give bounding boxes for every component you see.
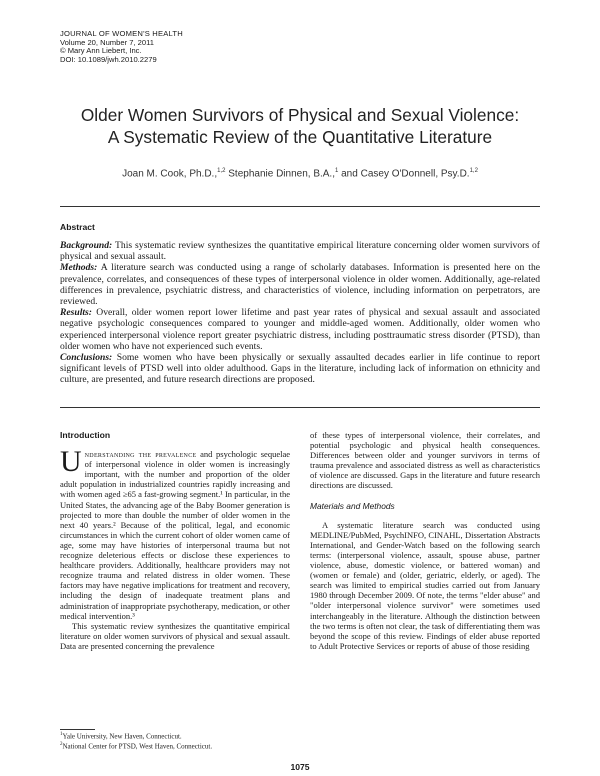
journal-volume: Volume 20, Number 7, 2011 bbox=[60, 37, 154, 47]
abstract-results: Results: Overall, older women report lower lifetime and past year rates of physical and sexual assault and associated negative psychologic consequences compared to younger and middle-aged women. Additionally, older women who experienced interpersonal violence report greater psychiatric distress, including posttraumatic stress disorder (PTSD), than older women who have not experienced such events. bbox=[60, 307, 540, 352]
introduction-heading: Introduction bbox=[60, 430, 111, 440]
footnote: $^1$Yale University, New Haven, Connecticut. bbox=[60, 732, 182, 741]
journal-copyright: © Mary Ann Liebert, Inc. bbox=[60, 46, 142, 56]
intro-paragraph-2: This systematic review synthesizes the quantitative empirical literature on older women survivors of physical and sexual assault. Data are presented concerning the prevalence bbox=[60, 620, 290, 651]
abstract-heading: Abstract bbox=[60, 222, 95, 232]
journal-name: JOURNAL OF WOMEN'S HEALTH bbox=[60, 29, 183, 38]
author-affiliation: 1,2 bbox=[469, 168, 478, 174]
journal-doi: DOI: 10.1089/jwh.2010.2279 bbox=[60, 54, 157, 64]
journal-info bbox=[60, 30, 183, 64]
title-line-2: A Systematic Review of the Quantitative Literature bbox=[107, 127, 493, 147]
intro-paragraph-1: Understanding the prevalence and psychologic sequelae of interpersonal violence in older women is increasingly important, with the number and proportion of the older adult population in industrialized countries rapidly increasing and with women aged ≥65 a fast-growing segment.¹ In particular, in the United States, the advancing age of the Baby Boomer generation is projected to more than double the number of older women in the next 40 years.² Because of the political, legal, and economic circumstances in which the current cohort of older women came of age, some may have histories of interpersonal trauma but not recognize deleterious effects or disclose these experiences to healthcare providers. Additionally, healthcare providers may not recognize trauma and related distress in older women. These factors may have negative implications for treatment and recovery, including the design of inadequate treatment plans and administration of inappropriate psychotherapy, medication, or other medical intervention.³ bbox=[60, 445, 290, 621]
right-column bbox=[310, 430, 540, 651]
author-name: Casey O'Donnell, Psy.D. bbox=[360, 168, 470, 180]
author-affiliation: 1 bbox=[335, 168, 339, 174]
intro-paragraph-3: of these types of interpersonal violence, their correlates, and potential psychologic and physical health consequences. Differences between older and younger survivors in terms of trauma prevalence and associated distress as well as characteristics of violence are discussed. Gaps in the literature and future research directions are discussed. bbox=[310, 430, 540, 491]
drop-cap: U bbox=[60, 445, 82, 479]
footnote: $^2$National Center for PTSD, West Haven, Connecticut. bbox=[60, 741, 213, 751]
abstract-body bbox=[60, 240, 540, 386]
methods-heading: Materials and Methods bbox=[310, 500, 395, 511]
author-name: Stephanie Dinnen, B.A., bbox=[228, 168, 335, 180]
page-number: 1075 bbox=[290, 762, 310, 772]
author-name: Joan M. Cook, Ph.D., bbox=[122, 168, 218, 180]
left-column bbox=[60, 430, 290, 651]
footnotes bbox=[60, 731, 212, 751]
abstract-conclusions: Conclusions: Some women who have been physically or sexually assaulted decades earlier in life continue to report significant levels of PTSD well into older adulthood. Gaps in the literature, including lack of information on ethnicity and culture, are presented, and future research directions are proposed. bbox=[60, 352, 540, 386]
abstract-top-rule bbox=[60, 206, 540, 207]
author-affiliation: 1,2 bbox=[217, 168, 226, 174]
article-title bbox=[40, 104, 560, 148]
abstract-methods: Methods: A literature search was conducted using a range of scholarly databases. Information is presented here on the prevalence, correlates, and consequences of these types of interpersonal violence in older women. Additionally, age-related differences in prevalence, psychiatric distress, and characteristics of violence, including information on perpetrators, are reviewed. bbox=[60, 262, 540, 308]
title-line-1: Older Women Survivors of Physical and Sexual Violence: bbox=[80, 105, 520, 125]
author-list: Joan M. Cook, Ph.D.,$^{1,2}$ Stephanie Dinnen, B.A.,$^1$ and Casey O'Donnell, Psy.D.$^{1,2}$ bbox=[122, 168, 478, 180]
methods-paragraph-1: A systematic literature search was conducted using MEDLINE/PubMed, PsychINFO, CINAHL, Dissertation Abstracts International, and Gender-Watch based on the following search terms: (interpersonal violence, assault, spouse abuse, partner violence, abuse, domestic violence, or battered woman) and (women or female) and (older, geriatric, elderly, or aged). The search was limited to empirical studies carried out from January 1980 through December 2009. Of note, the terms "elder abuse" and "older interpersonal violence survivor" were sometimes used interchangeably in the literature. Although the distinction between the two terms is often not clear, the task of differentiating them was beyond the scope of this review. Findings of elder abuse reported to Adult Protective Services or reports of abuse of those residing bbox=[310, 519, 540, 651]
abstract-background: Background: This systematic review synthesizes the quantitative empirical literature concerning older women survivors of physical and sexual assault. bbox=[60, 240, 541, 263]
abstract-bottom-rule bbox=[60, 407, 540, 408]
footnote-rule bbox=[60, 729, 95, 730]
